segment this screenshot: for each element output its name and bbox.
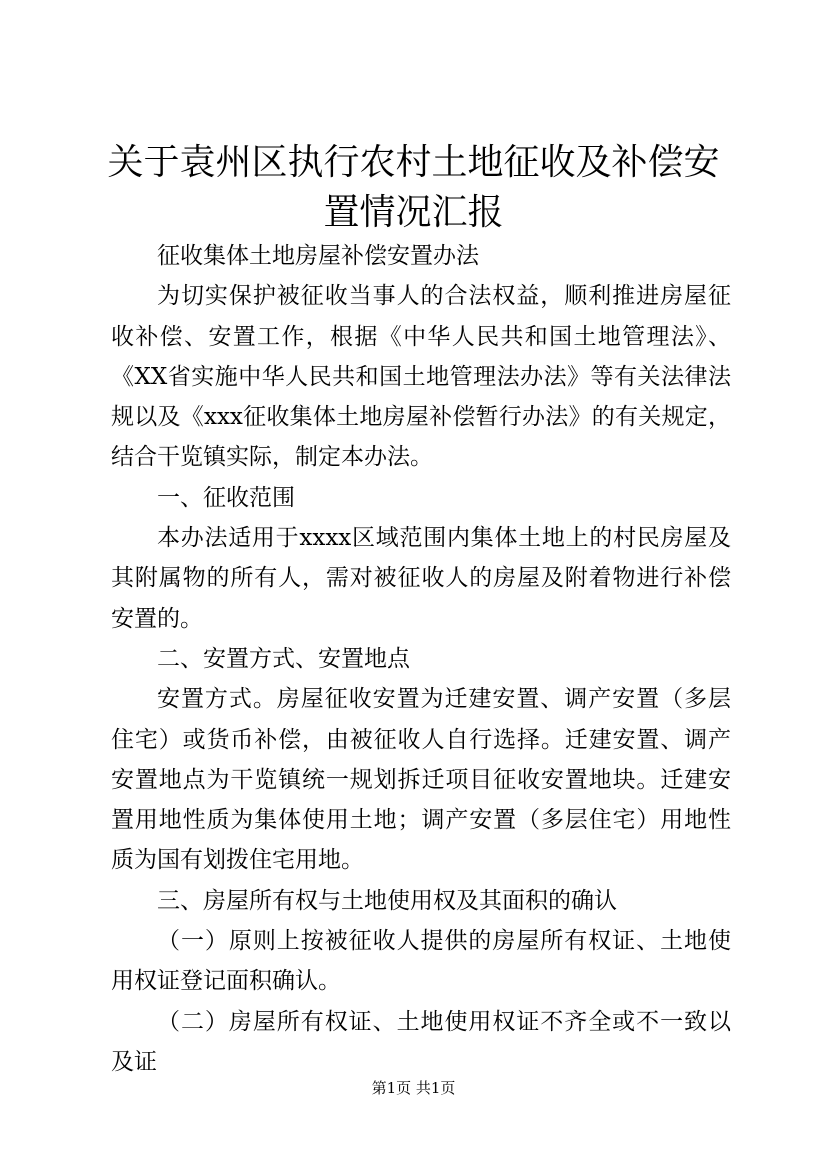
page-footer: 第1页 共1页	[371, 1079, 456, 1097]
document-title: 关于袁州区执行农村土地征收及补偿安置情况汇报	[107, 142, 720, 233]
section-heading-scope: 一、征收范围	[157, 484, 295, 511]
paragraph-subtitle: 征收集体土地房屋补偿安置办法	[157, 243, 479, 269]
section-heading-resettlement: 二、安置方式、安置地点	[157, 645, 410, 672]
document-body	[111, 236, 731, 1082]
paragraph-resettlement: 安置方式。房屋征收安置为迁建安置、调产安置（多层住宅）或货币补偿，由被征收人自行选择。迁建安置、调产安置地点为干览镇统一规划拆迁项目征收安置地块。迁建安置用地性质为集体使用土地；调产安置（多层住宅）用地性质为国有划拨住宅用地。	[111, 686, 731, 874]
paragraph-ownership-2: （二）房屋所有权证、土地使用权证不齐全或不一致以及证	[111, 1008, 731, 1075]
paragraph-intro: 为切实保护被征收当事人的合法权益，顺利推进房屋征收补偿、安置工作，根据《中华人民共和国土地管理法》、《XX省实施中华人民共和国土地管理法办法》等有关法律法规以及《xxx征收集体土地房屋补偿暂行办法》的有关规定，结合干览镇实际，制定本办法。	[111, 283, 731, 471]
section-heading-ownership: 三、房屋所有权与土地使用权及其面积的确认	[157, 887, 617, 914]
paragraph-scope: 本办法适用于xxxx区域范围内集体土地上的村民房屋及其附属物的所有人，需对被征收人的房屋及附着物进行补偿安置的。	[111, 525, 731, 632]
paragraph-ownership-1: （一）原则上按被征收人提供的房屋所有权证、土地使用权证登记面积确认。	[111, 928, 731, 995]
